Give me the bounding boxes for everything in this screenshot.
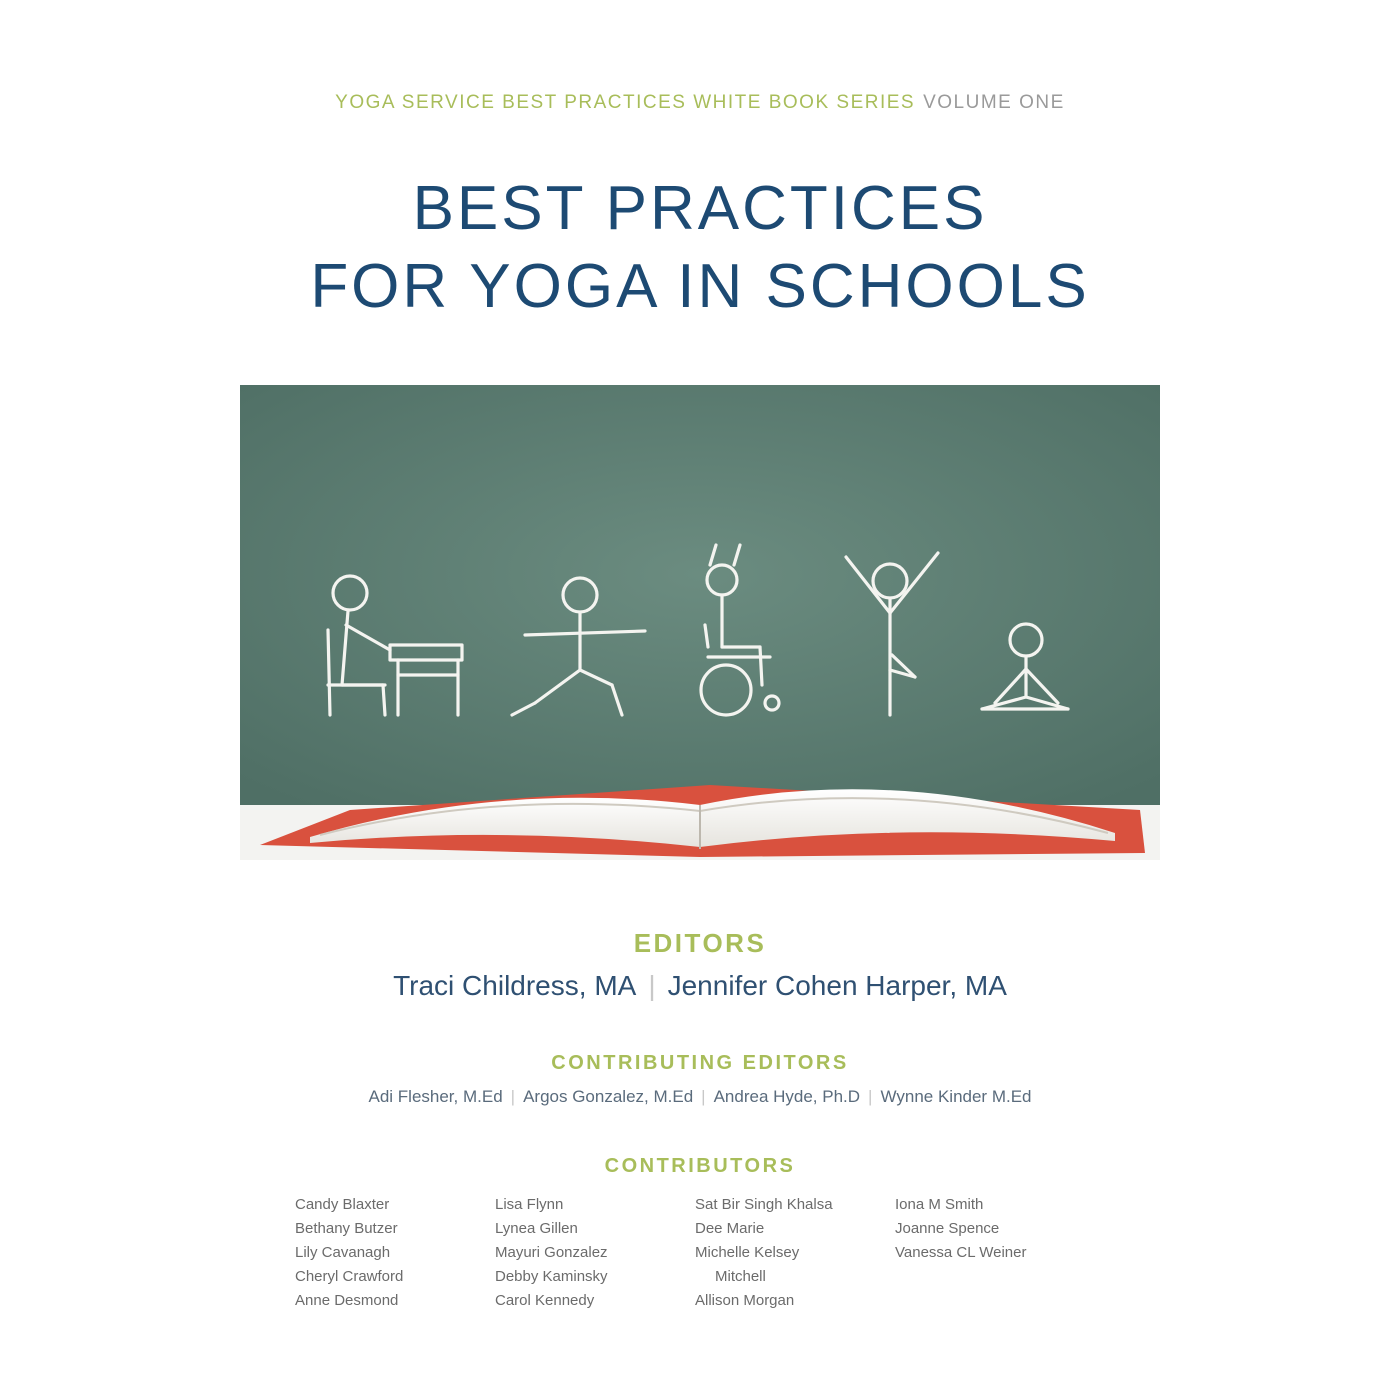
separator: | <box>648 970 656 1001</box>
contributor-name: Joanne Spence <box>895 1220 1000 1237</box>
chalkboard <box>240 385 1160 805</box>
series-line <box>0 92 1400 114</box>
editors-heading: EDITORS <box>633 928 767 958</box>
series-volume: VOLUME ONE <box>923 92 1065 113</box>
contributor-name: Sat Bir Singh Khalsa <box>695 1196 833 1213</box>
contributor-name: Mayuri Gonzalez <box>495 1244 608 1261</box>
contributor-name: Iona M Smith <box>895 1196 984 1213</box>
contributor-name: Allison Morgan <box>695 1292 795 1309</box>
contributor-name: Dee Marie <box>695 1220 765 1237</box>
contributing-editors-names <box>0 1087 1400 1107</box>
contributors-column <box>495 1193 695 1313</box>
separator: | <box>701 1087 706 1106</box>
contributors-column <box>695 1193 895 1313</box>
cover-illustration <box>240 385 1160 860</box>
contributors-heading: CONTRIBUTORS <box>604 1155 796 1177</box>
title-line-2: FOR YOGA IN SCHOOLS <box>310 252 1090 321</box>
contributing-editor-name: Andrea Hyde, Ph.D <box>713 1087 861 1106</box>
contributing-editor-name: Argos Gonzalez, M.Ed <box>523 1087 694 1106</box>
contributor-name: Anne Desmond <box>295 1292 399 1309</box>
contributor-name: Debby Kaminsky <box>495 1268 608 1285</box>
contributor-name: Carol Kennedy <box>495 1292 595 1309</box>
contributor-name: Michelle Kelsey <box>695 1244 800 1261</box>
contributor-name: Mitchell <box>715 1268 766 1285</box>
contributors-column <box>895 1193 1095 1313</box>
contributor-name: Lily Cavanagh <box>295 1244 391 1261</box>
contributors-column <box>295 1193 495 1313</box>
contributor-name: Bethany Butzer <box>295 1220 398 1237</box>
contributor-name: Cheryl Crawford <box>295 1268 404 1285</box>
contributing-editors-heading: CONTRIBUTING EDITORS <box>551 1052 849 1074</box>
title-line-1: BEST PRACTICES <box>412 174 988 243</box>
editors-names <box>0 970 1400 1002</box>
separator: | <box>868 1087 873 1106</box>
contributor-name: Candy Blaxter <box>295 1196 390 1213</box>
contributor-name: Vanessa CL Weiner <box>895 1244 1027 1261</box>
contributor-name: Lynea Gillen <box>495 1220 578 1237</box>
contributors-list <box>295 1193 1115 1313</box>
editor-name: Jennifer Cohen Harper, MA <box>667 970 1007 1001</box>
series-label: YOGA SERVICE BEST PRACTICES WHITE BOOK SERIES <box>335 92 916 113</box>
contributor-name: Lisa Flynn <box>495 1196 564 1213</box>
contributing-editor-name: Adi Flesher, M.Ed <box>368 1087 503 1106</box>
contributing-editor-name: Wynne Kinder M.Ed <box>880 1087 1032 1106</box>
book-title <box>0 170 1400 326</box>
editor-name: Traci Childress, MA <box>393 970 637 1001</box>
separator: | <box>510 1087 516 1106</box>
